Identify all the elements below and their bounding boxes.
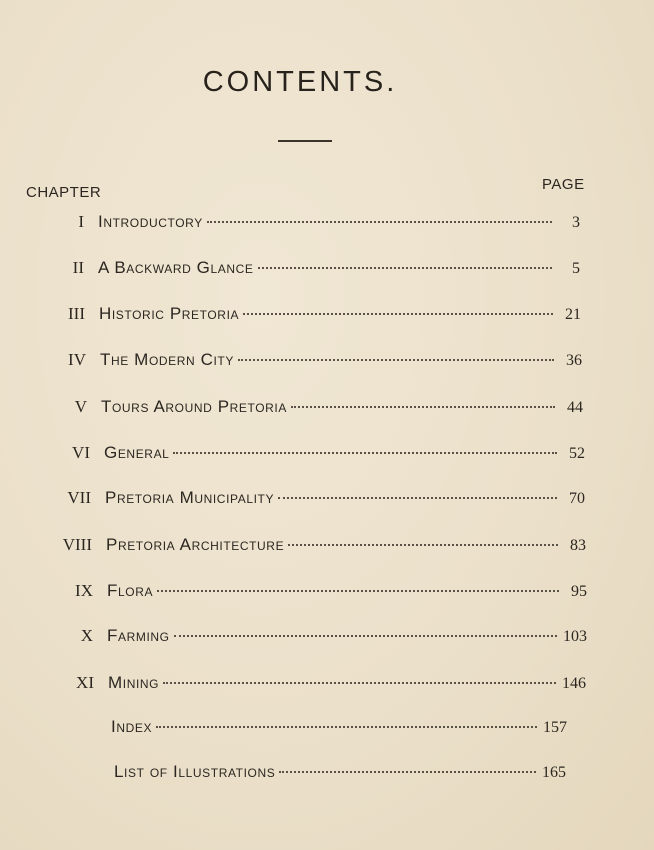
chapter-numeral: II [72, 258, 84, 277]
dot-leader [174, 635, 557, 637]
chapter-numeral: XI [76, 673, 94, 692]
chapter-numeral: VIII [62, 535, 92, 554]
toc-entry-index [111, 717, 567, 741]
chapter-numeral: IV [68, 350, 86, 369]
toc-entry-11 [76, 673, 586, 697]
chapter-title: Pretoria Architecture [106, 535, 285, 554]
page-number: 21 [565, 306, 581, 323]
toc-entry-1 [78, 212, 580, 236]
dot-leader [278, 497, 557, 499]
page-number: 36 [566, 352, 582, 369]
page-title: CONTENTS. [202, 66, 398, 98]
dot-leader [243, 313, 553, 315]
chapter-title: Mining [108, 673, 160, 692]
page-number: 95 [571, 583, 587, 600]
toc-entry-illustrations [114, 762, 566, 786]
page-number: 70 [569, 490, 585, 507]
toc-entry-4 [68, 350, 582, 374]
dot-leader [173, 452, 557, 454]
page-number: 52 [569, 445, 585, 462]
page-number: 5 [572, 260, 580, 277]
dot-leader [207, 221, 552, 223]
dot-leader [288, 544, 558, 546]
toc-entry-10 [80, 626, 587, 650]
title-rule [278, 140, 332, 142]
chapter-title: Introductory [98, 212, 203, 231]
chapter-title: Tours Around Pretoria [101, 397, 287, 416]
chapter-column-header: CHAPTER [26, 184, 102, 201]
page-column-header: PAGE [542, 176, 585, 193]
dot-leader [279, 771, 536, 773]
dot-leader [258, 267, 552, 269]
chapter-numeral: VI [72, 443, 90, 462]
toc-entry-9 [75, 581, 587, 605]
chapter-title: The Modern City [100, 350, 234, 369]
toc-entry-6 [72, 443, 585, 467]
index-title: Index [111, 717, 153, 736]
chapter-numeral: III [68, 304, 85, 323]
dot-leader [156, 726, 537, 728]
chapter-title: Historic Pretoria [99, 304, 240, 323]
page-number: 3 [572, 214, 580, 231]
chapter-title: General [104, 443, 170, 462]
chapter-numeral: I [78, 212, 84, 231]
page-number: 44 [567, 399, 583, 416]
page-number: 146 [562, 675, 586, 692]
dot-leader [157, 590, 559, 592]
chapter-title: Flora [107, 581, 154, 600]
chapter-numeral: V [74, 397, 87, 416]
dot-leader [163, 682, 556, 684]
toc-entry-7 [67, 488, 585, 512]
illustrations-title: List of Illustrations [114, 762, 276, 781]
toc-entry-2 [72, 258, 580, 282]
page-number: 83 [570, 537, 586, 554]
page-number: 157 [543, 719, 567, 736]
dot-leader [291, 406, 555, 408]
toc-entry-8 [62, 535, 586, 559]
dot-leader [238, 359, 554, 361]
chapter-title: Farming [107, 626, 170, 645]
toc-entry-3 [68, 304, 581, 328]
toc-entry-5 [74, 397, 583, 421]
chapter-title: A Backward Glance [98, 258, 254, 277]
chapter-numeral: X [80, 626, 93, 645]
page-number: 103 [563, 628, 587, 645]
chapter-numeral: VII [67, 488, 91, 507]
chapter-title: Pretoria Municipality [105, 488, 275, 507]
chapter-numeral: IX [75, 581, 93, 600]
page-number: 165 [542, 764, 566, 781]
